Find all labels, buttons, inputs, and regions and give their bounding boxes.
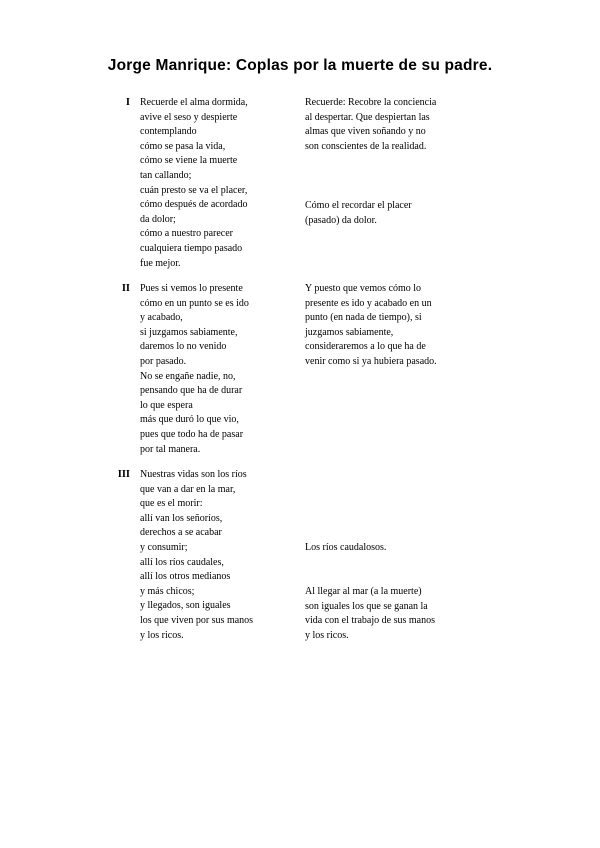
verse-line: da dolor; <box>140 213 176 225</box>
stanza-note <box>305 585 470 643</box>
note-line: vida con el trabajo de sus manos <box>305 615 435 627</box>
note-line: venir como si ya hubiera pasado. <box>305 355 437 367</box>
verse-line: daremos lo no venido <box>140 341 227 353</box>
note-line: juzgamos sabiamente, <box>305 326 394 338</box>
verse-line: fue mejor. <box>140 257 181 269</box>
stanza-numeral: I <box>125 97 130 108</box>
verse-line: y llegados, son iguales <box>140 600 231 612</box>
note-line: al despertar. Que despiertan las <box>305 111 430 123</box>
verse-line: que es el morir: <box>140 498 203 510</box>
verse-line: cómo a nuestro parecer <box>140 228 234 240</box>
stanza-note <box>305 199 470 228</box>
stanza-verse <box>140 96 300 271</box>
verse-line: derechos a se acabar <box>140 527 222 539</box>
stanza-note <box>305 96 470 154</box>
verse-line: lo que espera <box>140 399 193 411</box>
verse-line: avive el seso y despierte <box>140 111 238 123</box>
stanza-numeral: II <box>121 283 130 294</box>
verse-line: y acabado, <box>140 312 183 324</box>
verse-line: allí los ríos caudales, <box>140 556 224 568</box>
note-line: y los ricos. <box>305 629 349 641</box>
note-line: son conscientes de la realidad. <box>305 140 427 152</box>
stanza-verse <box>140 282 300 457</box>
note-line: presente es ido y acabado en un <box>305 297 432 309</box>
stanza-numeral: III <box>117 469 130 480</box>
verse-line: cuán presto se va el placer, <box>140 184 248 196</box>
verse-line: más que duró lo que vio, <box>140 414 239 426</box>
verse-line: por tal manera. <box>140 443 201 455</box>
verse-line: allí los otros medianos <box>140 571 231 583</box>
verse-line: contemplando <box>140 126 197 138</box>
note-line: Recuerde: Recobre la conciencia <box>305 97 437 108</box>
verse-line: que van a dar en la mar, <box>140 483 236 495</box>
note-line: (pasado) da dolor. <box>305 214 377 226</box>
verse-line: cómo se pasa la vida, <box>140 140 226 152</box>
note-line: almas que viven soñando y no <box>305 126 426 138</box>
note-line: Y puesto que vemos cómo lo <box>305 283 422 294</box>
verse-line: por pasado. <box>140 355 187 367</box>
verse-line: cómo en un punto se es ido <box>140 297 249 309</box>
stanza-note <box>305 282 470 370</box>
note-line: consideraremos a lo que ha de <box>305 341 426 353</box>
verse-line: No se engañe nadie, no, <box>140 370 236 382</box>
note-line: son iguales los que se ganan la <box>305 600 428 612</box>
verse-line: cómo se viene la muerte <box>140 155 238 167</box>
verse-line: y los ricos. <box>140 629 184 641</box>
note-line: Los ríos caudalosos. <box>305 542 387 553</box>
stanza-note <box>305 541 470 556</box>
verse-line: si juzgamos sabiamente, <box>140 326 238 338</box>
stanza-verse <box>140 468 300 643</box>
verse-line: pensando que ha de durar <box>140 385 243 397</box>
verse-line: Pues si vemos lo presente <box>140 283 243 294</box>
verse-line: allí van los señoríos, <box>140 512 223 524</box>
verse-line: tan callando; <box>140 169 192 181</box>
note-line: Al llegar al mar (a la muerte) <box>305 586 422 597</box>
verse-line: y más chicos; <box>140 585 195 597</box>
verse-line: cualquiera tiempo pasado <box>140 242 243 254</box>
note-line: Cómo el recordar el placer <box>305 200 412 211</box>
verse-line: pues que todo ha de pasar <box>140 428 244 440</box>
verse-line: cómo después de acordado <box>140 199 248 211</box>
note-line: punto (en nada de tiempo), si <box>305 312 422 324</box>
verse-line: Recuerde el alma dormida, <box>140 97 248 108</box>
verse-line: los que viven por sus manos <box>140 614 254 626</box>
verse-line: Nuestras vidas son los ríos <box>140 469 247 480</box>
verse-line: y consumir; <box>140 541 188 553</box>
page-title: Jorge Manrique: Coplas por la muerte de su padre. <box>107 57 493 74</box>
